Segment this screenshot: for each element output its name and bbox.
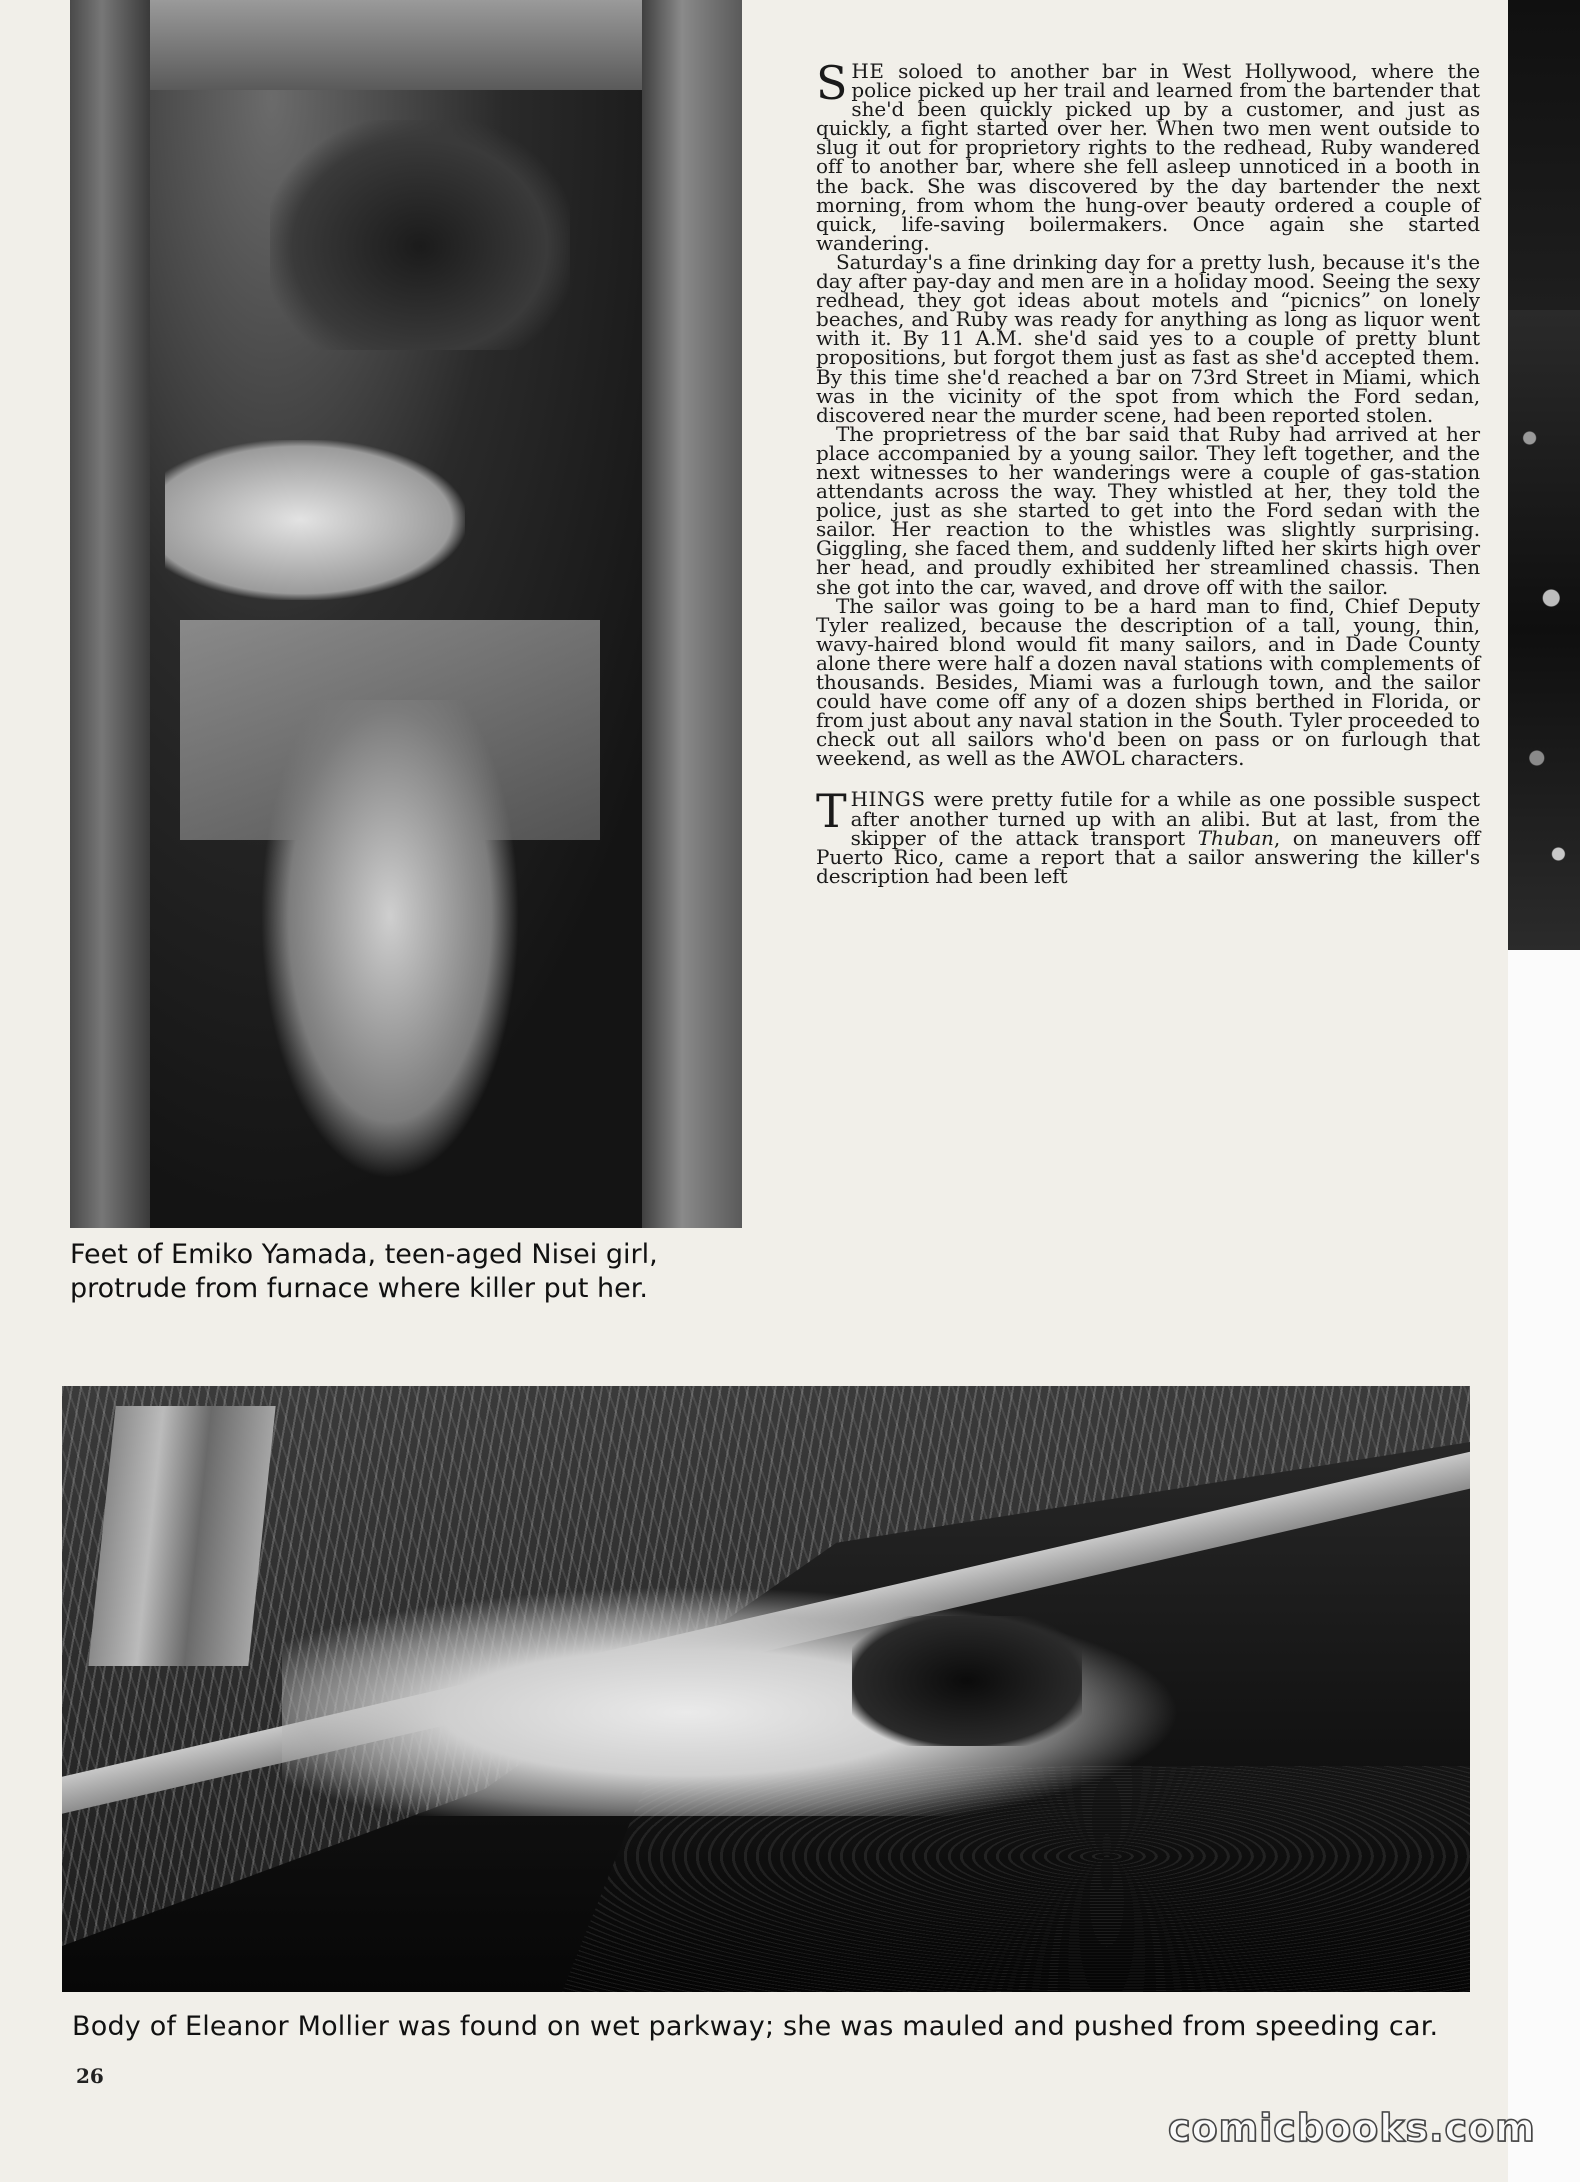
photo-frame-left: [70, 0, 150, 1228]
photo-shadow: [270, 120, 570, 350]
article-paragraph-5: [816, 784, 1480, 888]
photo-foot-lower: [260, 700, 520, 1180]
caption-line-1: Feet of Emiko Yamada, teen-aged Nisei girl,: [70, 1239, 658, 1270]
page-number: 26: [76, 2064, 104, 2088]
article-paragraph-4: The sailor was going to be a hard man to find, Chief Deputy Tyler realized, because the description of a tall, young, thin, wavy-haired blond would fit many sailors, and in Dade County alone there were half a dozen naval stations with complements of thousands. Besides, Miami was a furlough town, and the sailor could have come off any of a dozen ships berthed in Florida, or from just about any naval station in the South. Tyler proceeded to check out all sailors who'd been on pass or on furlough that weekend, as well as the AWOL characters.: [816, 593, 1480, 771]
furnace-photo-caption: [70, 1238, 750, 1306]
caption-line-2: protrude from furnace where killer put her.: [70, 1273, 648, 1304]
watermark-logo: comicbooks.com: [1168, 2106, 1536, 2150]
article-paragraph-1: [816, 56, 1480, 255]
furnace-photo: [70, 0, 742, 1228]
drop-cap-s: S: [816, 56, 848, 110]
parkway-photo-caption: Body of Eleanor Mollier was found on wet parkway; she was mauled and pushed from speeding car.: [72, 2011, 1439, 2042]
ship-name: Thuban: [1197, 825, 1274, 850]
lead-words: HINGS: [850, 787, 926, 812]
photo-frame-right: [642, 0, 742, 1228]
parkway-photo: [62, 1386, 1470, 1992]
photo-dark-garment: [852, 1616, 1082, 1746]
article-paragraph-3: The proprietress of the bar said that Ruby had arrived at her place accompanied by a young sailor. They left together, and the next witnesses to her wanderings were a couple of gas-station attendants across the way. They whistled at her, they told the police, just as she started to get into the Ford sedan with the sailor. Her reaction to the whistles was slightly surprising. Giggling, she faced them, and suddenly lifted her skirts high over her head, and proudly exhibited her streamlined chassis. Then she got into the car, waved, and drove off with the sailor.: [816, 421, 1480, 599]
drop-cap-t: T: [816, 784, 847, 839]
paragraph-text: soloed to another bar in West Hollywood, where the police picked up her trail and learned from the bartender that she'd been quickly picked up by a customer, and just as quickly, a fight started over her. When two men went outside to slug it out for proprietory rights to the redhead, Ruby wandered off to another bar, where she fell asleep unnoticed in a booth in the back. She was discovered by the day bartender the next morning, from whom the hung-over beauty ordered a couple of quick, life-saving boilermakers. Once again she started wandering.: [816, 59, 1480, 255]
adjacent-page-photo-top: [1508, 0, 1580, 310]
photo-foot-upper: [165, 440, 465, 600]
paragraph-text-cont: , on maneuvers off Puerto Rico, came a report that a sailor answering the killer's description had been left: [816, 825, 1480, 888]
article-column: [816, 56, 1480, 888]
photo-fence: [88, 1406, 275, 1666]
paragraph-text: were pretty futile for a while as one possible suspect after another turned up with an alibi. But at last, from the skipper of the attack transport: [850, 787, 1480, 850]
lead-words: HE: [851, 59, 885, 83]
article-paragraph-2: Saturday's a fine drinking day for a pretty lush, because it's the day after pay-day and men are in a holiday mood. Seeing the sexy redhead, they got ideas about motels and “picnics” on lonely beaches, and Ruby was ready for anything as long as liquor went with it. By 11 A.M. she'd said yes to a couple of pretty blunt propositions, but forgot them just as fast as she'd accepted them. By this time she'd reached a bar on 73rd Street in Miami, which was in the vicinity of the spot from which the Ford sedan, discovered near the murder scene, had been reported stolen.: [816, 249, 1480, 427]
adjacent-page-photo: [1508, 310, 1580, 950]
